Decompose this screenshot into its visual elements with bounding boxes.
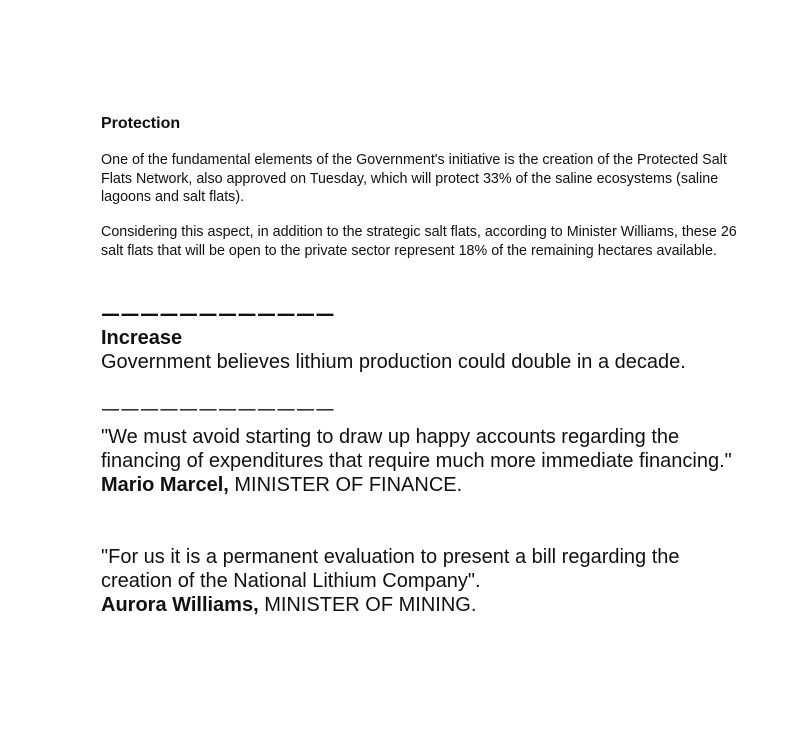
section-divider: ————————————: [101, 303, 335, 325]
increase-heading: Increase: [101, 327, 183, 349]
quote-block: [101, 545, 741, 617]
protection-heading: Protection: [101, 115, 181, 132]
section-divider: ————————————: [101, 398, 335, 420]
increase-text: Government believes lithium production could double in a decade.: [101, 351, 686, 373]
quote-author-title: MINISTER OF MINING.: [258, 594, 477, 616]
quote-author: Mario Marcel,: [101, 474, 229, 496]
protection-paragraph-1: One of the fundamental elements of the Government's initiative is the creation of the Protected Salt Flats Network, also approved on Tuesday, which will protect 33% of the saline ecosystems (saline lagoons and salt flats).: [101, 152, 727, 205]
quote-author: Aurora Williams,: [101, 594, 259, 616]
protection-paragraph-2: Considering this aspect, in addition to the strategic salt flats, according to Minister Williams, these 26 salt flats that will be open to the private sector represent 18% of the remaining hectares available.: [101, 224, 737, 259]
quote-block: [101, 425, 741, 497]
quote-author-title: MINISTER OF FINANCE.: [228, 474, 463, 496]
quote-text: "We must avoid starting to draw up happy accounts regarding the financing of expenditures that require much more immediate financing.": [101, 426, 732, 472]
quote-text: "For us it is a permanent evaluation to present a bill regarding the creation of the National Lithium Company".: [101, 546, 680, 592]
